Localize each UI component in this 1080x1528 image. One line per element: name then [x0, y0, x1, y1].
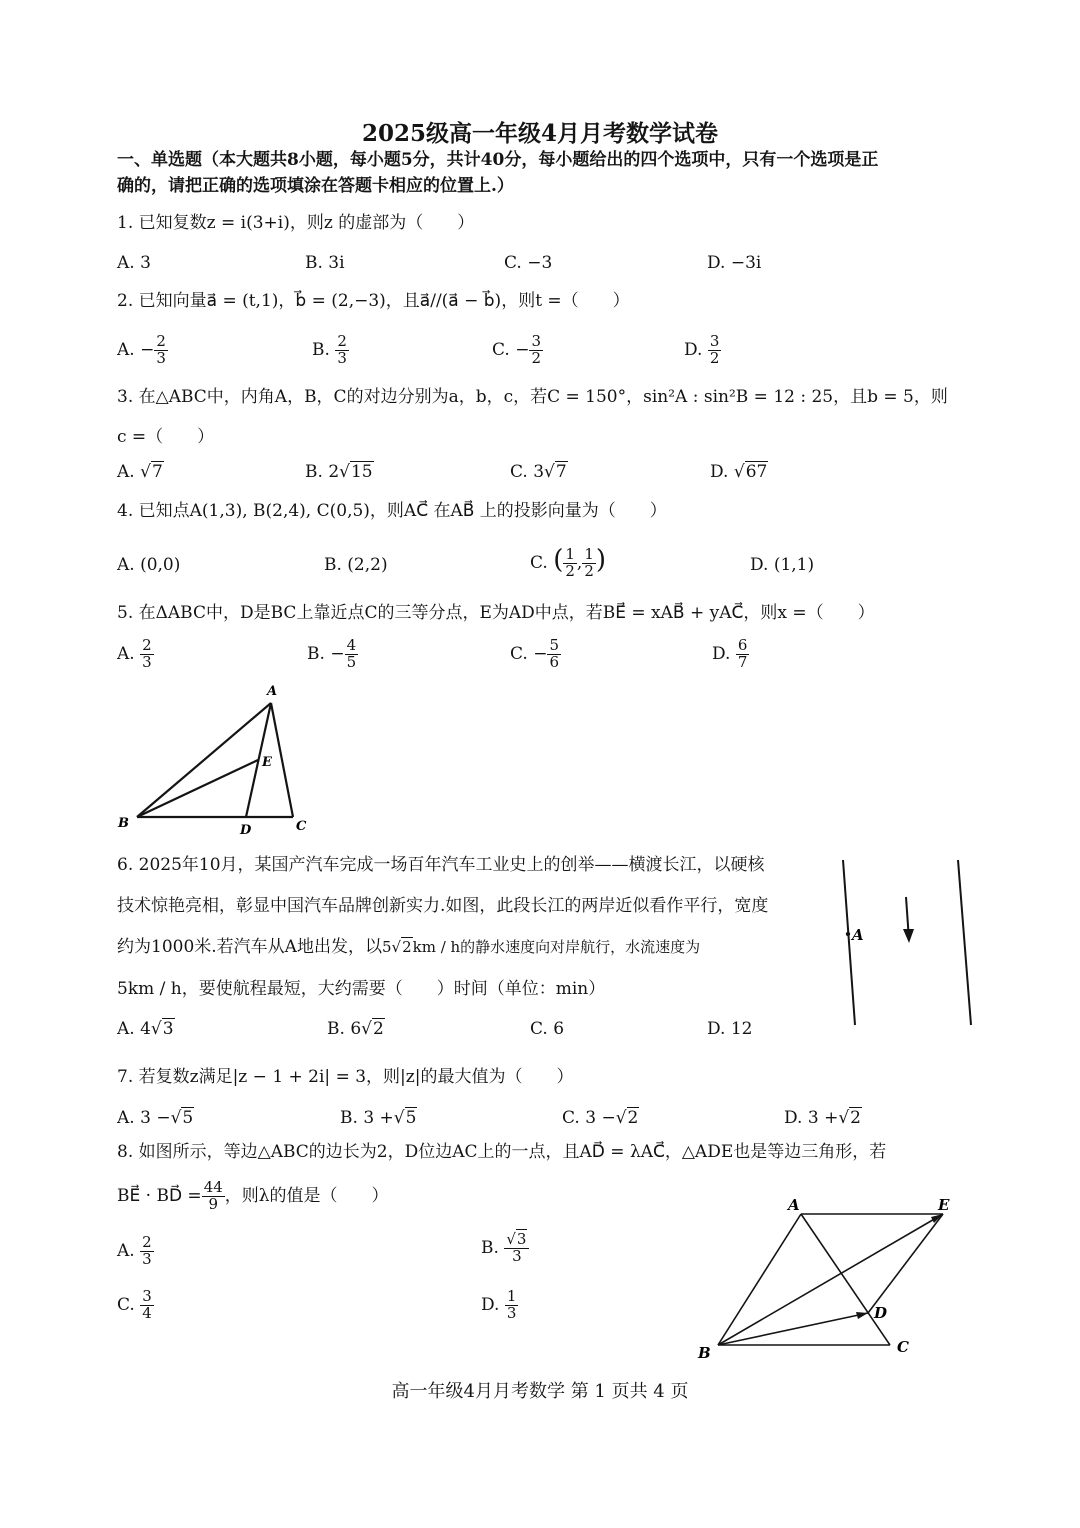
q1-option-d: D. −3i — [707, 253, 762, 273]
q8-option-b: B. $\frac{√3}{3}$ — [481, 1232, 529, 1265]
question-3-stem-cont: c =（ ） — [117, 427, 215, 447]
fig5-side-ac — [271, 703, 293, 817]
question-1-stem: 1. 已知复数z = i(3+i)，则z 的虚部为（ ） — [117, 213, 475, 233]
question-3-stem: 3. 在△ABC中，内角A，B，C的对边分别为a，b，c，若C = 150°，sin²A : sin²B = 12 : 25，且b = 5，则 — [117, 387, 948, 407]
q4-option-b: B. (2,2) — [324, 555, 388, 575]
q2-option-b: B. $\frac{2}{3}$ — [312, 332, 347, 367]
fig5-side-ab — [137, 703, 271, 817]
fig6-label-a: A — [852, 926, 864, 944]
question-6-stem-line3: 约为1000米.若汽车从A地出发，以5√2km / h的静水速度向对岸航行，水流速度为 — [117, 937, 701, 957]
q3-option-b: B. 2√15 — [305, 462, 373, 482]
q3-option-a: A. √7 — [117, 462, 163, 482]
q7-option-c: C. 3 −√2 — [562, 1108, 639, 1128]
q3-option-c: C. 3√7 — [510, 462, 567, 482]
fig8-label-a: A — [788, 1196, 800, 1214]
fig8-side-ab — [718, 1214, 801, 1345]
fig6-right-bank — [958, 860, 971, 1025]
fig8-label-c: C — [897, 1338, 909, 1356]
q4-option-a: A. (0,0) — [117, 555, 181, 575]
q6-option-a: A. 4√3 — [117, 1019, 174, 1039]
q5-option-b: B. − $\frac{4}{5}$ — [307, 636, 357, 671]
q8-option-c: C. $\frac{3}{4}$ — [117, 1287, 152, 1322]
fig8-label-e: E — [938, 1196, 950, 1214]
fig8-vector-bd — [718, 1313, 868, 1345]
fig5-label-b: B — [118, 816, 129, 831]
q1-option-c: C. −3 — [504, 253, 553, 273]
section-instruction-line1: 一、单选题（本大题共8小题，每小题5分，共计40分，每小题给出的四个选项中，只有一个选项是正 — [117, 150, 879, 170]
fig5-label-a: A — [267, 684, 278, 699]
q6-option-c: C. 6 — [530, 1019, 565, 1039]
fig8-side-ac — [801, 1214, 890, 1345]
q7-option-a: A. 3 −√5 — [117, 1108, 194, 1128]
fig8-vector-be — [718, 1214, 943, 1345]
q4-option-c: C. ( $\frac{1}{2}$ , $\frac{1}{2}$ ) — [530, 545, 607, 580]
question-4-stem: 4. 已知点A(1,3), B(2,4), C(0,5)，则AC⃗ 在AB⃗ 上的投影向量为（ ） — [117, 501, 667, 521]
q6-option-d: D. 12 — [707, 1019, 753, 1039]
fig6-flow-arrow-head — [903, 929, 914, 943]
fig8-arrow-d — [856, 1312, 868, 1319]
fig5-segment-be — [137, 760, 258, 817]
q7-option-d: D. 3 +√2 — [784, 1108, 861, 1128]
fig8-side-ed — [868, 1214, 943, 1313]
q6-option-b: B. 6√2 — [327, 1019, 384, 1039]
q6-river-figure — [830, 855, 990, 1035]
q5-triangle-figure — [110, 680, 320, 840]
fig6-point-a — [846, 932, 850, 936]
fig5-label-d: D — [240, 823, 252, 838]
q2-option-d: D. $\frac{3}{2}$ — [684, 332, 720, 367]
question-6-stem-line4: 5km / h，要使航程最短，大约需要（ ）时间（单位：min） — [117, 979, 606, 999]
question-6-stem-line2: 技术惊艳亮相，彰显中国汽车品牌创新实力.如图，此段长江的两岸近似看作平行，宽度 — [117, 896, 769, 916]
q5-option-d: D. $\frac{6}{7}$ — [712, 636, 748, 671]
question-2-stem: 2. 已知向量a⃗ = (t,1)，b⃗ = (2,−3)，且a⃗//(a⃗ − b⃗)，则t =（ ） — [117, 291, 630, 311]
page-footer: 高一年级4月月考数学 第 1 页共 4 页 — [391, 1381, 689, 1402]
q4-option-d: D. (1,1) — [750, 555, 815, 575]
question-7-stem: 7. 若复数z满足|z − 1 + 2i| = 3，则|z|的最大值为（ ） — [117, 1067, 574, 1087]
q1-option-a: A. 3 — [117, 253, 151, 273]
page-title: 2025级高一年级4月月考数学试卷 — [361, 120, 719, 147]
q2-option-c: C. − $\frac{3}{2}$ — [492, 332, 542, 367]
section-instruction-line2: 确的，请把正确的选项填涂在答题卡相应的位置上.） — [117, 176, 514, 196]
q1-option-b: B. 3i — [305, 253, 345, 273]
question-6-stem-line1: 6. 2025年10月，某国产汽车完成一场百年汽车工业史上的创举——横渡长江，以硬核 — [117, 855, 765, 875]
q2-option-a: A. − $\frac{2}{3}$ — [117, 332, 166, 367]
q8-option-d: D. $\frac{1}{3}$ — [481, 1287, 517, 1322]
fig8-label-b: B — [698, 1344, 711, 1362]
fig8-label-d: D — [874, 1304, 888, 1322]
fig5-label-c: C — [296, 819, 307, 834]
question-8-stem: 8. 如图所示，等边△ABC的边长为2，D位边AC上的一点，且AD⃗ = λAC⃗，△ADE也是等边三角形，若 — [117, 1142, 887, 1162]
question-8-stem-cont: BE⃗ · BD⃗ = $\frac{44}{9}$ ，则λ的值是（ ） — [117, 1178, 389, 1213]
q3-option-d: D. √67 — [710, 462, 768, 482]
q8-option-a: A. $\frac{2}{3}$ — [117, 1233, 152, 1268]
question-5-stem: 5. 在ΔABC中，D是BC上靠近点C的三等分点，E为AD中点，若BE⃗ = xAB⃗ + yAC⃗，则x =（ ） — [117, 603, 875, 623]
q5-option-a: A. $\frac{2}{3}$ — [117, 636, 152, 671]
fig5-label-e: E — [262, 755, 272, 770]
q8-triangle-figure — [690, 1190, 960, 1365]
q7-option-b: B. 3 +√5 — [340, 1108, 417, 1128]
q5-option-c: C. − $\frac{5}{6}$ — [510, 636, 560, 671]
